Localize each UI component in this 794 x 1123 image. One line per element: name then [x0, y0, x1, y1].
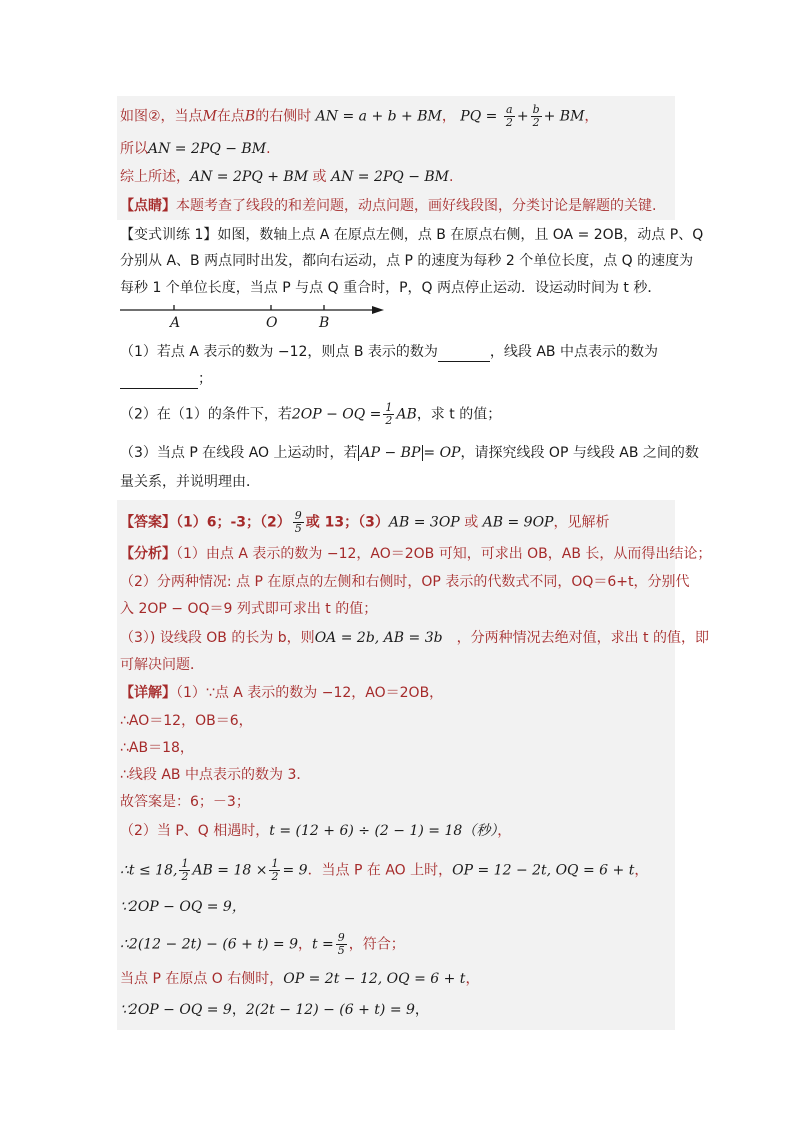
answer-line: 【答案】（1）6；-3；（2） $\frac{9}{5}$ 或 13；（3）AB = 3OP 或 AB = 9OP，见解析: [120, 509, 610, 535]
question-3: （3）当点 P 在线段 AO 上运动时，若 AP − BP = OP，请探究线段 OP 与线段 AB 之间的数: [120, 445, 699, 461]
label-B: B: [319, 315, 330, 331]
problem-line-3: 每秒 1 个单位长度，当点 P 与点 Q 重合时，P，Q 两点停止运动．设运动时间为 t 秒．: [120, 280, 662, 296]
paragraph-summary: 综上所述，AN = 2PQ + BM 或 AN = 2PQ − BM.: [120, 169, 454, 185]
solution-line-6: （2）当 P、Q 相遇时，t = (12 + 6) ÷ (2 − 1) = 18（秒），: [120, 823, 512, 839]
question-1-cont: ；: [120, 369, 212, 389]
question-2: （2）在（1）的条件下，若2OP − OQ = $\frac{1}{2}$ AB，求 t 的值；: [120, 401, 502, 427]
solution-line-10: 当点 P 在原点 O 右侧时，OP = 2t − 12, OQ = 6 + t，: [120, 971, 480, 987]
solution-line-3: ∴AB＝18，: [120, 740, 194, 756]
question-3-cont: 量关系，并说明理由．: [120, 474, 260, 490]
answer-blank-2: [120, 374, 198, 389]
analysis-line-2: （2）分两种情况: 点 P 在原点的左侧和右侧时，OP 表示的代数式不同，OQ＝6+t，分别代: [120, 574, 690, 590]
paragraph-figure-2: 如图②，当点M在点B的右侧时 AN = a + b + BM， PQ = $\frac{a}{2}$ + $\frac{b}{2}$ + BM，: [120, 103, 599, 129]
number-line-arrow: [372, 306, 384, 314]
solution-line-5: 故答案是：6；－3；: [120, 794, 250, 810]
analysis-line-3: 入 2OP − OQ＝9 列式即可求出 t 的值；: [120, 601, 378, 617]
solution-line-2: ∴AO＝12，OB＝6，: [120, 713, 253, 729]
solution-line-11: ∵2OP − OQ = 9，2(2t − 12) − (6 + t) = 9，: [120, 1002, 429, 1018]
number-line-figure: [118, 300, 388, 332]
problem-line-1: 【变式训练 1】如图，数轴上点 A 在原点左侧，点 B 在原点右侧，且 OA = 2OB，动点 P、Q: [120, 227, 704, 243]
analysis-line-1: 【分析】（1）由点 A 表示的数为 −12，AO＝2OB 可知，可求出 OB，AB 长，从而得出结论；: [120, 546, 712, 562]
answer-blank-1: [438, 361, 490, 362]
analysis-line-4: （3）) 设线段 OB 的长为 b，则OA = 2b, AB = 3b ，分两种情况去绝对值，求出 t 的值，即: [120, 630, 709, 646]
solution-line-4: ∴线段 AB 中点表示的数为 3．: [120, 767, 311, 783]
paragraph-remark: 【点睛】本题考查了线段的和差问题，动点问题，画好线段图，分类讨论是解题的关键.: [120, 198, 657, 214]
solution-line-8: ∵2OP − OQ = 9，: [120, 899, 246, 915]
label-O: O: [266, 315, 278, 331]
solution-line-9: ∴2(12 − 2t) − (6 + t) = 9，t = $\frac{9}{5}$ ，符合；: [120, 931, 405, 957]
solution-line-1: 【详解】（1）∵点 A 表示的数为 −12，AO＝2OB，: [120, 685, 444, 701]
problem-line-2: 分别从 A、B 两点同时出发，都向右运动，点 P 的速度为每秒 2 个单位长度，点 Q 的速度为: [120, 253, 694, 269]
analysis-line-5: 可解决问题．: [120, 657, 204, 673]
paragraph-therefore: 所以AN = 2PQ − BM.: [120, 141, 271, 157]
question-1: （1）若点 A 表示的数为 −12，则点 B 表示的数为 ，线段 AB 中点表示的数为: [120, 344, 658, 360]
solution-line-7: ∴t ≤ 18, $\frac{1}{2}$ AB = 18 × $\frac{1}{2}$ = 9．当点 P 在 AO 上时，OP = 12 − 2t, OQ = 6 + t，: [120, 857, 649, 883]
label-A: A: [170, 315, 181, 331]
